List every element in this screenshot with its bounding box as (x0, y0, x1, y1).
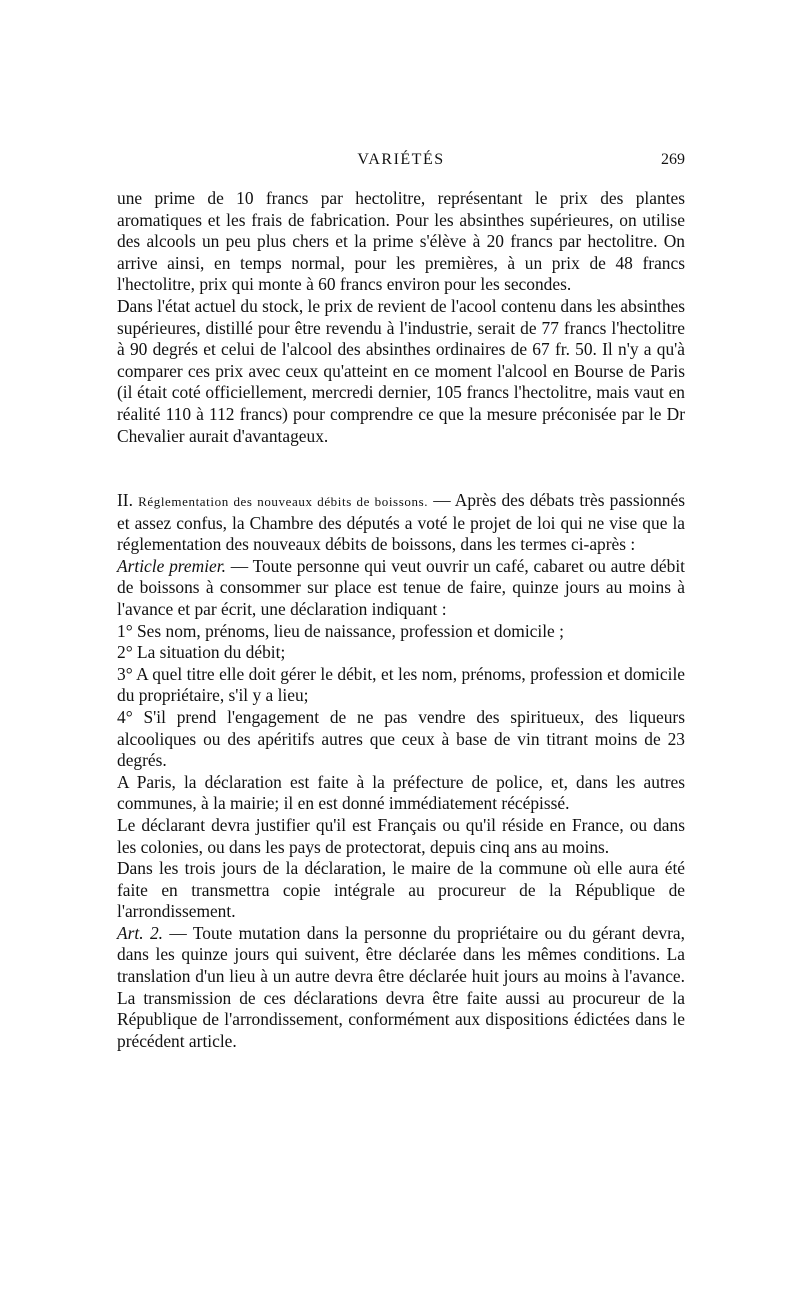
article-1-paragraph (117, 556, 685, 621)
article-2-paragraph (117, 923, 685, 1053)
article-2-label: Art. 2. (117, 922, 164, 943)
article-2-text: — Toute mutation dans la personne du propriétaire ou du gérant devra, dans les quinze jours qui suivent, être déclarée dans les mêmes conditions. La translation d'un lieu à un autre devra être déclarée huit jours au moins à l'avance. La transmission de ces déclarations devra être faite aussi au procureur de la République de l'arrondissement, conformément aux dispositions édictées dans le précédent article. (117, 922, 685, 1051)
article-1-label: Article premier. (117, 555, 226, 576)
list-item-3: 3° A quel titre elle doit gérer le débit, et les nom, prénoms, profession et domicile du propriétaire, s'il y a lieu; (117, 663, 685, 706)
section-number: II. (117, 490, 133, 510)
list-item-4: 4° S'il prend l'engagement de ne pas vendre des spiritueux, des liqueurs alcooliques ou des apéritifs autres que ceux à base de vin titrant moins de 23 degrés. (117, 706, 685, 771)
article-1-text: — Toute personne qui veut ouvrir un café, cabaret ou autre débit de boissons à consommer sur place est tenue de faire, quinze jours au moins à l'avance et par écrit, une déclaration indiquant : (117, 555, 685, 619)
section-2-text (117, 490, 685, 1052)
page-number: 269 (661, 151, 685, 168)
section-intro: — Après des débats très passionnés et assez confus, la Chambre des députés a voté le projet de loi qui ne vise que la réglementation des nouveaux débits de boissons, dans les termes ci-après : (117, 490, 685, 555)
paragraph-continued: une prime de 10 francs par hectolitre, représentant le prix des plantes aromatiques et les frais de fabrication. Pour les absinthes supérieures, on utilise des alcools un peu plus chers et la prime s'élève à 20 francs par hectolitre. On arrive ainsi, en temps normal, pour les premières, à un prix de 48 francs l'hectolitre, prix qui monte à 60 francs environ pour les secondes. (117, 188, 685, 295)
paragraph-declarant: Le déclarant devra justifier qu'il est Français ou qu'il réside en France, ou dans les colonies, ou dans les pays de protectorat, depuis cinq ans au moins. (117, 814, 685, 857)
section-heading-paragraph (117, 490, 685, 556)
list-item-2: 2° La situation du débit; (117, 642, 286, 663)
paragraph-trois-jours: Dans les trois jours de la déclaration, le maire de la commune où elle aura été faite en transmettra copie intégrale au procureur de la République de l'arrondissement. (117, 858, 685, 922)
running-head (117, 151, 685, 177)
section-1-text (117, 188, 685, 447)
section-title: Réglementation des nouveaux débits de boissons. (138, 494, 429, 509)
running-title: VARIÉTÉS (357, 151, 445, 168)
list-item-1: 1° Ses nom, prénoms, lieu de naissance, profession et domicile ; (117, 620, 564, 641)
paragraph-stock: Dans l'état actuel du stock, le prix de revient de l'acool contenu dans les absinthes supérieures, distillé pour être revendu à l'industrie, serait de 77 francs l'hectolitre à 90 degrés et celui de l'alcool des absinthes ordinaires de 67 fr. 50. Il n'y a qu'à comparer ces prix avec ceux qu'atteint en ce moment l'alcool en Bourse de Paris (il était coté officiellement, mercredi dernier, 105 francs l'hectolitre, mais vaut en réalité 110 à 112 francs) pour comprendre ce que la mesure préconisée par le Dr Chevalier aurait d'avantageux. (117, 295, 685, 446)
paragraph-paris: A Paris, la déclaration est faite à la préfecture de police, et, dans les autres communes, à la mairie; il en est donné immédiatement récépissé. (117, 771, 685, 814)
